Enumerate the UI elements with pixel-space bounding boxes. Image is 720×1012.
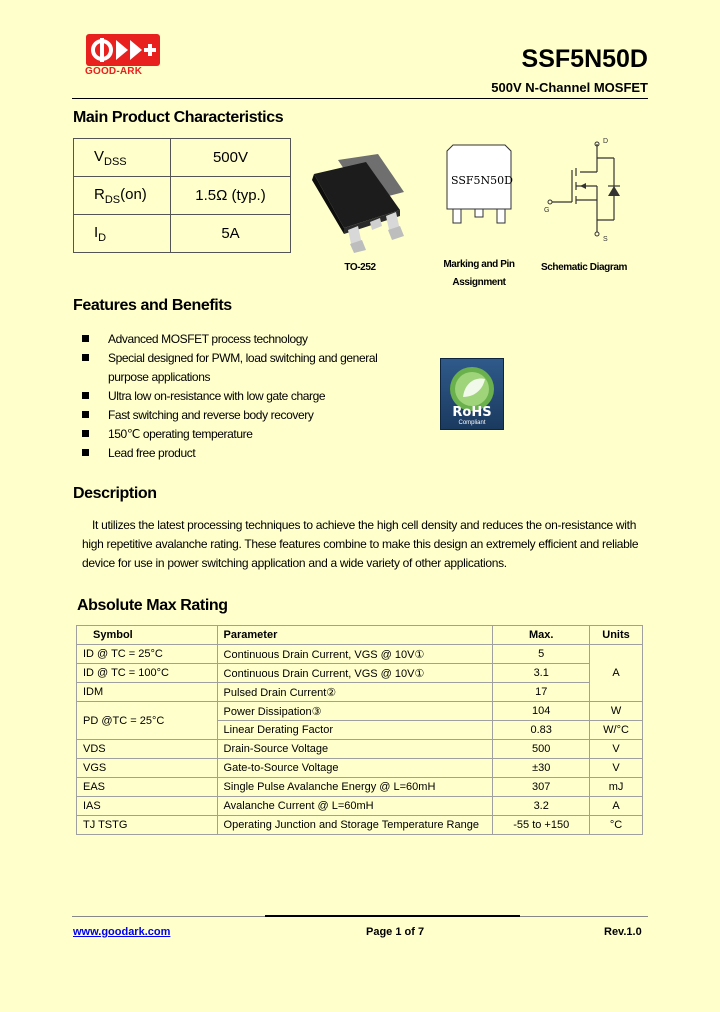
table-row — [77, 645, 643, 664]
bullet-icon — [82, 449, 89, 456]
table-row — [74, 139, 291, 177]
symbol-cell — [74, 139, 171, 177]
table-row — [77, 759, 643, 778]
bullet-icon — [82, 411, 89, 418]
schematic-caption: Schematic Diagram — [540, 262, 628, 273]
subtitle: 500V N-Channel MOSFET — [491, 80, 648, 95]
symbol-subscript: D — [98, 231, 107, 244]
website-link-wrap — [73, 926, 170, 938]
list-item — [80, 387, 380, 406]
feature-text: Advanced MOSFET process technology — [108, 332, 308, 346]
package-caption: TO-252 — [344, 262, 376, 273]
description-heading: Description — [73, 485, 157, 502]
list-item — [80, 406, 380, 425]
symbol: I — [94, 223, 99, 241]
table-row — [74, 215, 291, 253]
revision: Rev.1.0 — [604, 926, 642, 938]
symbol-subscript: DS — [104, 193, 121, 206]
header-divider — [72, 98, 648, 99]
mosfet-schematic-icon — [540, 136, 630, 246]
characteristics-table — [73, 138, 291, 253]
parameter-cell: Operating Junction and Storage Temperature Range — [217, 816, 493, 835]
max-cell: 3.2 — [493, 797, 590, 816]
feature-text: 150℃ operating temperature — [108, 427, 253, 441]
column-header: Parameter — [217, 626, 493, 645]
part-number: SSF5N50D — [521, 45, 648, 73]
symbol-cell — [74, 177, 171, 215]
parameter-cell: Power Dissipation③ — [217, 702, 493, 721]
table-row — [77, 816, 643, 835]
website-link[interactable]: www.goodark.com — [73, 926, 171, 938]
symbol: V — [94, 147, 105, 165]
parameter-cell: Avalanche Current @ L=60mH — [217, 797, 493, 816]
max-cell: ±30 — [493, 759, 590, 778]
value-cell: 1.5Ω (typ.) — [171, 177, 291, 215]
pin-label-gate: G — [544, 207, 550, 214]
table-row — [77, 664, 643, 683]
bullet-icon — [82, 354, 89, 361]
marking-outline-icon — [443, 137, 515, 241]
column-header: Symbol — [77, 626, 218, 645]
pin-label-drain: D — [603, 138, 609, 145]
bullet-icon — [82, 335, 89, 342]
marking-caption-line1: Marking and Pin — [443, 259, 515, 270]
symbol-cell: VDS — [77, 740, 218, 759]
feature-text: Fast switching and reverse body recovery — [108, 408, 314, 422]
to252-package-image — [308, 152, 412, 254]
column-header: Units — [590, 626, 643, 645]
page-number: Page 1 of 7 — [366, 926, 425, 938]
rohs-label: RoHS — [452, 405, 492, 420]
absolute-max-heading: Absolute Max Rating — [77, 597, 228, 614]
description-text: It utilizes the latest processing techniques to achieve the high cell density and reduces the on-resistance with high repetitive avalanche rating. These features combine to make this design an extremely efficient and reliable device for use in power switching application and a wide variety of other applications. — [82, 518, 639, 570]
units-cell: °C — [590, 816, 643, 835]
absolute-max-table — [76, 625, 643, 835]
parameter-cell: Gate-to-Source Voltage — [217, 759, 493, 778]
max-cell: 104 — [493, 702, 590, 721]
table-row — [77, 797, 643, 816]
footer-divider-accent — [265, 915, 520, 917]
parameter-cell: Continuous Drain Current, VGS @ 10V① — [217, 645, 493, 664]
symbol-cell: ID @ TC = 25°C — [77, 645, 218, 664]
main-characteristics-heading: Main Product Characteristics — [73, 109, 284, 126]
max-cell: 3.1 — [493, 664, 590, 683]
units-cell: W — [590, 702, 643, 721]
parameter-cell: Drain-Source Voltage — [217, 740, 493, 759]
parameter-cell: Continuous Drain Current, VGS @ 10V① — [217, 664, 493, 683]
pin-label-source: S — [603, 236, 608, 243]
feature-text: Special designed for PWM, load switching and general purpose applications — [108, 351, 378, 384]
value-cell: 5A — [171, 215, 291, 253]
symbol-suffix: (on) — [120, 185, 147, 203]
max-cell: 5 — [493, 645, 590, 664]
column-header: Max. — [493, 626, 590, 645]
feature-text: Lead free product — [108, 446, 196, 460]
units-cell: A — [590, 797, 643, 816]
rohs-sub: Compliant — [458, 420, 486, 426]
units-cell: mJ — [590, 778, 643, 797]
table-row — [77, 683, 643, 702]
table-header-row — [77, 626, 643, 645]
max-cell: -55 to +150 — [493, 816, 590, 835]
units-cell: W/°C — [590, 721, 643, 740]
bullet-icon — [82, 430, 89, 437]
symbol-cell: EAS — [77, 778, 218, 797]
value-cell: 500V — [171, 139, 291, 177]
table-row — [77, 740, 643, 759]
symbol-cell: ID @ TC = 100°C — [77, 664, 218, 683]
features-list — [80, 330, 380, 463]
max-cell: 307 — [493, 778, 590, 797]
feature-text: Ultra low on-resistance with low gate charge — [108, 389, 326, 403]
logo-icon — [86, 34, 160, 66]
marking-caption-line2: Assignment — [452, 277, 506, 288]
symbol-cell: VGS — [77, 759, 218, 778]
logo — [86, 34, 160, 66]
max-cell: 500 — [493, 740, 590, 759]
units-cell: V — [590, 740, 643, 759]
list-item — [80, 330, 380, 349]
marking-diagram — [443, 137, 515, 241]
symbol-cell: IDM — [77, 683, 218, 702]
units-cell: V — [590, 759, 643, 778]
symbol-cell: IAS — [77, 797, 218, 816]
list-item — [80, 444, 380, 463]
bullet-icon — [82, 392, 89, 399]
max-cell: 17 — [493, 683, 590, 702]
symbol: R — [94, 185, 105, 203]
parameter-cell: Single Pulse Avalanche Energy @ L=60mH — [217, 778, 493, 797]
symbol-cell: PD @TC = 25°C — [77, 702, 218, 740]
units-cell: A — [590, 645, 643, 702]
table-row — [74, 177, 291, 215]
parameter-cell: Linear Derating Factor — [217, 721, 493, 740]
list-item — [80, 425, 380, 444]
table-row — [77, 702, 643, 721]
table-row — [77, 778, 643, 797]
symbol-subscript: DSS — [104, 155, 127, 168]
max-cell: 0.83 — [493, 721, 590, 740]
symbol-cell: TJ TSTG — [77, 816, 218, 835]
list-item — [80, 349, 380, 387]
symbol-cell — [74, 215, 171, 253]
features-heading: Features and Benefits — [73, 297, 232, 314]
marking-caption — [433, 256, 525, 292]
logo-text: GOOD-ARK — [85, 66, 143, 77]
rohs-badge — [440, 358, 504, 430]
parameter-cell: Pulsed Drain Current② — [217, 683, 493, 702]
marking-text: SSF5N50D — [451, 174, 513, 187]
